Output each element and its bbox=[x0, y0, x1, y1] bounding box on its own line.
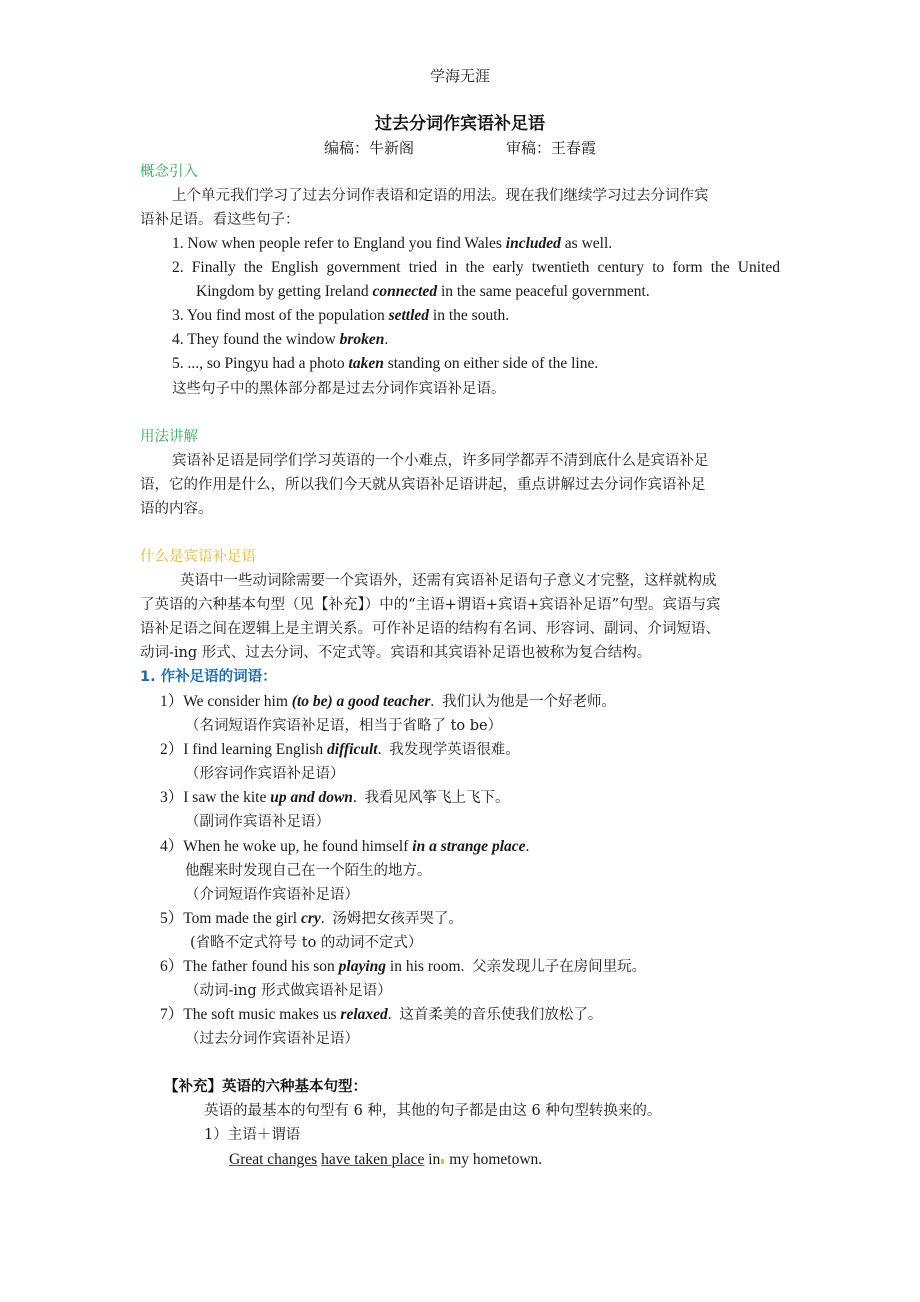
example-text: 3. You find most of the population bbox=[172, 307, 389, 324]
complement-item-2 bbox=[160, 740, 520, 760]
item-text: . bbox=[320, 910, 325, 927]
item-text: in his room. bbox=[386, 958, 465, 975]
definition-line-3: 语补足语之间在逻辑上是主谓关系。可作补足语的结构有名词、形容词、副词、介词短语、 bbox=[140, 621, 720, 637]
complement-note-3: （副词作宾语补足语） bbox=[185, 814, 330, 830]
pattern-1-example bbox=[229, 1150, 542, 1170]
item-text: . bbox=[525, 838, 530, 855]
example-sentence-4 bbox=[172, 330, 388, 350]
item-number: 1） bbox=[160, 693, 184, 710]
definition-line-4: 动词-ing 形式、过去分词、不定式等。宾语和其宾语补足语也被称为复合结构。 bbox=[140, 645, 652, 661]
complement-item-3 bbox=[160, 788, 510, 808]
item-text: We consider him bbox=[183, 693, 292, 710]
item-text: . bbox=[352, 789, 357, 806]
example-sentence-2a: 2. Finally the English government tried in the early twentieth century to form the United bbox=[172, 259, 780, 276]
example-text: Kingdom by getting Ireland bbox=[196, 283, 373, 300]
example-text: as well. bbox=[560, 235, 613, 252]
item-number: 7） bbox=[160, 1006, 184, 1023]
complement-item-1 bbox=[160, 692, 616, 712]
item-number: 2） bbox=[160, 741, 184, 758]
item-highlight: relaxed bbox=[340, 1006, 388, 1023]
item-text: I find learning English bbox=[183, 741, 328, 758]
editor-credit: 编稿：牛新阁 bbox=[323, 139, 414, 157]
complement-note-7: （过去分词作宾语补足语） bbox=[185, 1031, 359, 1047]
example-highlight: settled bbox=[388, 307, 430, 324]
complement-note-2: （形容词作宾语补足语） bbox=[185, 766, 345, 782]
example-highlight: broken bbox=[339, 331, 385, 348]
item-text: . bbox=[430, 693, 435, 710]
example-text: . bbox=[384, 331, 389, 348]
item-text: When he woke up, he found himself bbox=[183, 838, 413, 855]
complement-note-6: （动词-ing 形式做宾语补足语） bbox=[185, 983, 392, 999]
item-highlight: cry bbox=[300, 910, 321, 927]
example-sentence-2b bbox=[196, 282, 650, 302]
page-title: 过去分词作宾语补足语 bbox=[375, 114, 545, 134]
example-highlight: taken bbox=[348, 355, 384, 372]
example-sentence-1 bbox=[172, 234, 612, 254]
item-translation: 我看见风筝飞上飞下。 bbox=[364, 790, 510, 806]
pattern-subject: Great changes bbox=[229, 1151, 318, 1168]
example-text: 4. They found the window bbox=[172, 331, 340, 348]
complement-note-4: （介词短语作宾语补足语） bbox=[185, 887, 359, 903]
section-heading-complement-words: 1. 作补足语的词语： bbox=[140, 669, 277, 685]
item-number: 5） bbox=[160, 910, 184, 927]
complement-item-7 bbox=[160, 1005, 602, 1025]
supplement-intro: 英语的最基本的句型有 6 种，其他的句子都是由这 6 种句型转换来的。 bbox=[204, 1103, 662, 1119]
page-header-text: 学海无涯 bbox=[429, 67, 490, 85]
section-heading-usage: 用法讲解 bbox=[140, 429, 198, 445]
item-translation: 父亲发现儿子在房间里玩。 bbox=[472, 959, 647, 975]
item-highlight: difficult bbox=[327, 741, 378, 758]
complement-item-4 bbox=[160, 837, 529, 857]
example-highlight: connected bbox=[372, 283, 438, 300]
section-heading-what-is: 什么是宾语补足语 bbox=[140, 549, 256, 565]
definition-line-2: 了英语的六种基本句型（见【补充】）中的“主语+谓语+宾语+宾语补足语”句型。宾语与宾 bbox=[140, 597, 721, 613]
supplement-heading: 【补充】英语的六种基本句型： bbox=[164, 1079, 367, 1095]
item-text: I saw the kite bbox=[183, 789, 271, 806]
item-text: The father found his son bbox=[183, 958, 339, 975]
stray-mark bbox=[441, 1159, 444, 1164]
usage-line-2: 语，它的作用是什么，所以我们今天就从宾语补足语讲起，重点讲解过去分词作宾语补足 bbox=[140, 477, 706, 493]
example-text: in the same peaceful government. bbox=[437, 283, 650, 300]
item-translation: 我发现学英语很难。 bbox=[389, 742, 520, 758]
complement-translation-4: 他醒来时发现自己在一个陌生的地方。 bbox=[185, 863, 432, 879]
example-sentence-3 bbox=[172, 306, 509, 326]
complement-item-6 bbox=[160, 957, 646, 977]
example-text: in the south. bbox=[429, 307, 510, 324]
definition-line-1: 英语中一些动词除需要一个宾语外，还需有宾语补足语句子意义才完整，这样就构成 bbox=[180, 573, 717, 589]
item-translation: 汤姆把女孩弄哭了。 bbox=[332, 911, 463, 927]
item-text: The soft music makes us bbox=[183, 1006, 341, 1023]
authors-line bbox=[0, 138, 920, 158]
usage-line-1: 宾语补足语是同学们学习英语的一个小难点，许多同学都弄不清到底什么是宾语补足 bbox=[172, 453, 709, 469]
concept-summary: 这些句子中的黑体部分都是过去分词作宾语补足语。 bbox=[172, 381, 506, 397]
usage-line-3: 语的内容。 bbox=[140, 501, 213, 517]
example-text: 1. Now when people refer to England you find Wales bbox=[172, 235, 506, 252]
pattern-1-label: 1）主语＋谓语 bbox=[204, 1127, 301, 1143]
pattern-text: in bbox=[424, 1151, 441, 1168]
example-highlight: included bbox=[505, 235, 561, 252]
item-number: 6） bbox=[160, 958, 184, 975]
complement-item-5 bbox=[160, 909, 463, 929]
item-highlight: up and down bbox=[270, 789, 353, 806]
example-text: 5. ..., so Pingyu had a photo bbox=[172, 355, 349, 372]
item-translation: 我们认为他是一个好老师。 bbox=[442, 694, 617, 710]
item-highlight: in a strange place bbox=[412, 838, 526, 855]
item-text: . bbox=[387, 1006, 392, 1023]
item-translation: 这首柔美的音乐使我们放松了。 bbox=[399, 1007, 603, 1023]
concept-intro-line-2: 语补足语。看这些句子： bbox=[140, 212, 300, 228]
reviewer-credit: 审稿：王春霞 bbox=[506, 139, 597, 157]
complement-note-1: （名词短语作宾语补足语，相当于省略了 to be） bbox=[185, 718, 503, 734]
item-highlight: (to be) a good teacher bbox=[291, 693, 431, 710]
concept-intro-line-1: 上个单元我们学习了过去分词作表语和定语的用法。现在我们继续学习过去分词作宾 bbox=[172, 188, 709, 204]
complement-note-5: (省略不定式符号 to 的动词不定式） bbox=[190, 935, 423, 951]
pattern-text: my hometown. bbox=[445, 1151, 543, 1168]
pattern-predicate: have taken place bbox=[321, 1151, 425, 1168]
item-text: Tom made the girl bbox=[183, 910, 301, 927]
item-number: 4） bbox=[160, 838, 184, 855]
item-text: . bbox=[377, 741, 382, 758]
item-highlight: playing bbox=[338, 958, 387, 975]
item-number: 3） bbox=[160, 789, 184, 806]
section-heading-concept: 概念引入 bbox=[140, 164, 198, 180]
example-sentence-5 bbox=[172, 354, 598, 374]
example-text: standing on either side of the line. bbox=[383, 355, 599, 372]
